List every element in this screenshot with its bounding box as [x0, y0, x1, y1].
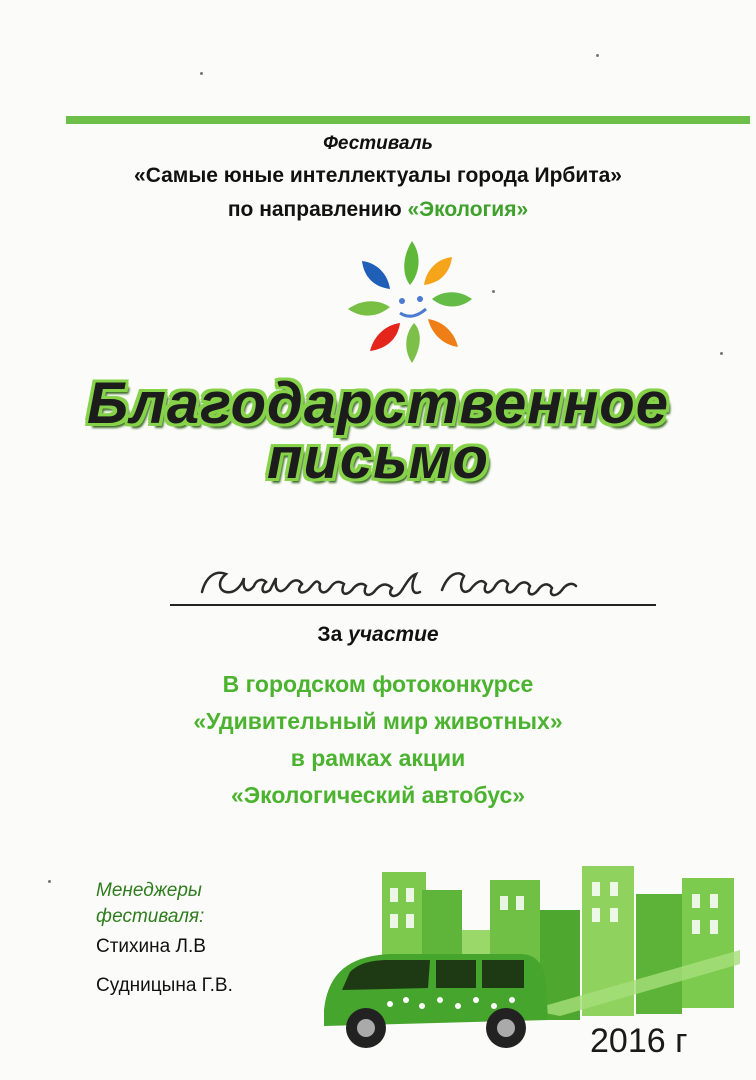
festival-direction: [0, 198, 756, 222]
description-line: «Удивительный мир животных»: [193, 708, 563, 734]
signature-line: [170, 604, 656, 606]
description-line: в рамках акции: [290, 745, 466, 771]
recipient-handwritten-signature: [196, 556, 616, 606]
scan-speck: [48, 880, 51, 883]
description-line: В городском фотоконкурсе: [222, 671, 534, 697]
managers-label: Менеджеры: [96, 880, 202, 901]
festival-title: «Самые юные интеллектуалы города Ирбита»: [134, 164, 622, 187]
document-title-line2: письмо: [267, 426, 489, 491]
manager-name: Стихина Л.В: [96, 936, 206, 957]
direction-name: «Экология»: [407, 198, 529, 221]
scan-speck: [492, 290, 495, 293]
reason-prefix: За: [317, 623, 343, 646]
direction-prefix: по направлению: [227, 198, 402, 221]
managers-label: фестиваля:: [96, 906, 205, 927]
description-line: «Экологический автобус»: [230, 782, 526, 808]
scan-speck: [200, 72, 203, 75]
reason-label: [0, 623, 756, 647]
document-title-line1: Благодарственное: [86, 371, 669, 436]
leaf-flower-logo-icon: [340, 235, 490, 370]
scan-speck: [596, 54, 599, 57]
manager-name: Судницына Г.В.: [96, 975, 233, 996]
year-label: 2016 г: [590, 1022, 688, 1060]
festival-label: Фестиваль: [323, 133, 433, 154]
top-green-bar: [66, 116, 750, 124]
scan-speck: [720, 352, 723, 355]
reason-word: участие: [348, 623, 439, 646]
green-bus-icon: [324, 954, 548, 1048]
